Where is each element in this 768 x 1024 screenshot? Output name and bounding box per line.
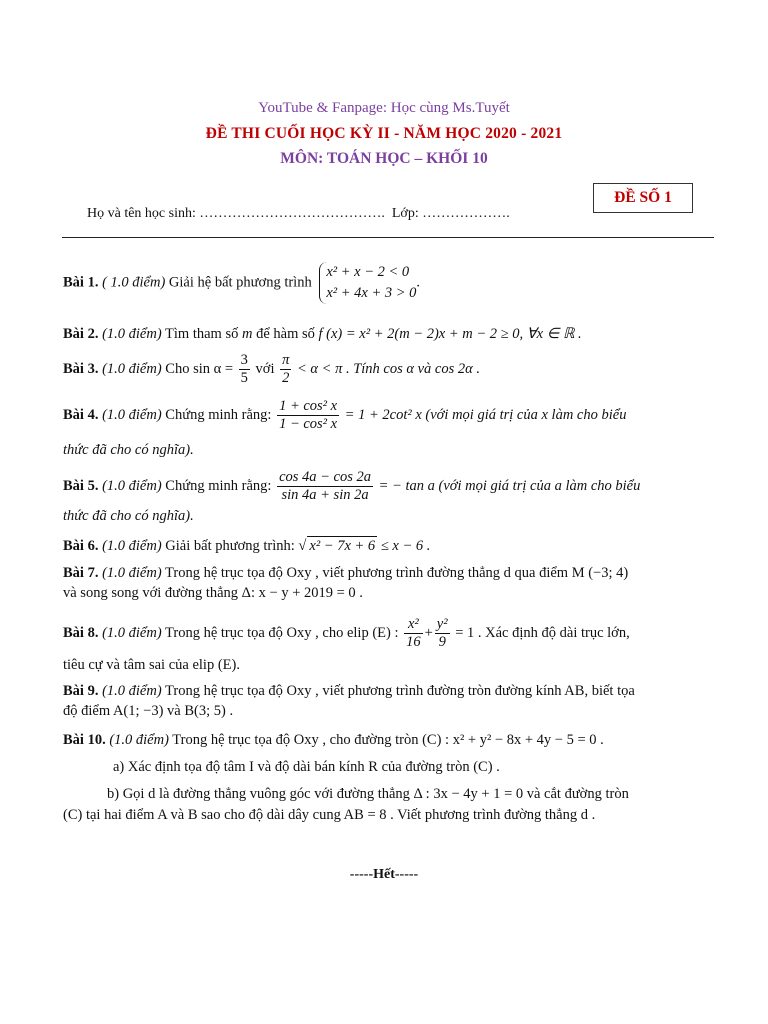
denominator: sin 4a + sin 2a <box>281 487 369 503</box>
numerator: y² <box>436 616 448 632</box>
numerator: x² <box>404 616 423 634</box>
equation-system <box>319 262 416 304</box>
problem-4-note-2: thức đã cho có nghĩa). <box>63 442 194 458</box>
note: (với mọi giá trị của a làm cho biểu <box>438 477 641 494</box>
rhs: = − tan a <box>378 477 435 494</box>
problem-5-note-2: thức đã cho có nghĩa). <box>63 508 194 524</box>
subject-title: MÔN: TOÁN HỌC – KHỐI 10 <box>280 150 488 167</box>
problem-text: Trong hệ trục tọa độ Oxy , viết phương trình đường thẳng d qua điểm M (−3; 4) <box>165 565 629 581</box>
problem-text: Chứng minh rằng: <box>165 477 272 494</box>
problem-label: Bài 7. <box>63 565 99 581</box>
param-m: m <box>241 326 253 342</box>
problem-3 <box>63 352 706 387</box>
problem-label: Bài 2. <box>63 326 99 342</box>
problem-text: Trong hệ trục tọa độ Oxy , cho đường tròn (C) : x² + y² − 8x + 4y − 5 = 0 . <box>172 732 604 748</box>
denominator: 1 − cos² x <box>279 416 338 432</box>
problem-label: Bài 10. <box>63 732 106 748</box>
denominator: 9 <box>438 634 446 650</box>
problem-points: (1.0 điểm) <box>102 360 162 377</box>
denominator: 2 <box>282 370 290 386</box>
problem-text-2: để hàm số <box>256 326 315 342</box>
problem-label: Bài 4. <box>63 406 99 423</box>
rhs: ≤ x − 6 . <box>380 538 431 554</box>
channel-banner: YouTube & Fanpage: Học cùng Ms.Tuyết <box>258 100 510 116</box>
problem-10-part-b: b) Gọi d là đường thẳng vuông góc với đường thẳng Δ : 3x − 4y + 1 = 0 và cắt đường tròn <box>107 786 629 802</box>
problem-text: Giải hệ bất phương trình <box>168 274 312 291</box>
numerator: 1 + cos² x <box>279 398 338 414</box>
problem-text-after: = 1 . Xác định độ dài trục lớn, <box>455 624 630 641</box>
problem-10-part-b-line-2: (C) tại hai điểm A và B sao cho độ dài dây cung AB = 8 . Viết phương trình đường thẳng d . <box>63 807 596 823</box>
numerator: 3 <box>240 352 248 368</box>
problem-text: Chứng minh rằng: <box>165 406 272 423</box>
header-divider <box>62 237 714 238</box>
problem-points: (1.0 điểm) <box>102 477 162 494</box>
fraction <box>404 616 423 651</box>
problem-8: Bài 8. (1.0 điểm) Trong hệ trục tọa độ Oxy , cho elip (E) : $\frac{\text{x²}}{16}$ + $\frac{\text{y²}}{9}$ = 1 . Xác định độ dài trục lớn, <box>63 616 630 650</box>
problem-points: (1.0 điểm) <box>109 732 169 748</box>
fraction <box>277 469 373 504</box>
radicand: x² − 7x + 6 <box>309 538 376 554</box>
note: (với mọi giá trị của x làm cho biểu <box>425 406 627 423</box>
problem-points: (1.0 điểm) <box>102 683 162 699</box>
problem-text: Tìm tham số <box>165 326 239 342</box>
exam-title: ĐỀ THI CUỐI HỌC KỲ II - NĂM HỌC 2020 - 2021 <box>205 125 563 142</box>
problem-label: Bài 8. <box>63 624 99 641</box>
fraction <box>435 616 450 651</box>
problem-label: Bài 9. <box>63 683 99 699</box>
numerator: π <box>282 352 290 368</box>
problem-label: Bài 1. <box>63 274 99 291</box>
problem-4 <box>63 398 706 433</box>
problem-9-line-2: độ điểm A(1; −3) và B(3; 5) . <box>63 703 234 719</box>
problem-end: . <box>416 274 421 291</box>
numerator: cos 4a − cos 2a <box>279 469 372 485</box>
problem-7-line-2: và song song với đường thẳng Δ: x − y + 2019 = 0 . <box>63 585 363 601</box>
problem-text: Giải bất phương trình: <box>165 538 295 554</box>
problem-points: (1.0 điểm) <box>102 624 162 641</box>
system-eq-2: x² + 4x + 3 > 0 <box>326 285 417 301</box>
fraction <box>277 398 339 433</box>
range-text: < α < π . Tính cos α và cos 2α . <box>297 360 480 377</box>
with-word: với <box>255 360 275 377</box>
sqrt-icon: √ <box>298 538 307 554</box>
problem-points: (1.0 điểm) <box>102 538 162 554</box>
student-info-line: Họ và tên học sinh: …………………………………. Lớp: ………………. <box>87 206 510 221</box>
formula: f (x) = x² + 2(m − 2)x + m − 2 ≥ 0, ∀x ∈ ℝ . <box>318 326 582 342</box>
exam-number-box: ĐỀ SỐ 1 <box>593 183 693 213</box>
problem-8-line-2: tiêu cự và tâm sai của elip (E). <box>63 657 240 673</box>
problem-5 <box>63 469 706 504</box>
problem-text: Trong hệ trục tọa độ Oxy , viết phương trình đường tròn đường kính AB, biết tọa <box>165 683 635 699</box>
problem-9 <box>63 682 706 700</box>
denominator: 5 <box>240 370 248 386</box>
problem-label: Bài 3. <box>63 360 99 377</box>
problem-points: (1.0 điểm) <box>102 565 162 581</box>
problem-7 <box>63 564 706 582</box>
rhs: = 1 + 2cot² x <box>344 406 422 423</box>
problem-label: Bài 5. <box>63 477 99 494</box>
problem-text: Trong hệ trục tọa độ Oxy , cho elip (E) : <box>165 624 399 641</box>
problem-10 <box>63 731 706 749</box>
denominator: 16 <box>406 634 421 650</box>
system-eq-1: x² + x − 2 < 0 <box>326 264 410 280</box>
problem-points: (1.0 điểm) <box>102 406 162 423</box>
problem-10-part-a: a) Xác định tọa độ tâm I và độ dài bán kính R của đường tròn (C) . <box>113 759 500 775</box>
end-marker: -----Hết----- <box>349 867 419 882</box>
problem-2 <box>63 325 706 343</box>
fraction <box>280 352 291 387</box>
problem-points: ( 1.0 điểm) <box>102 274 166 291</box>
problem-1 <box>63 262 706 304</box>
fraction <box>239 352 250 387</box>
problem-points: (1.0 điểm) <box>102 326 162 342</box>
problem-6 <box>63 536 706 555</box>
problem-text: Cho sin α = <box>165 360 234 377</box>
problem-label: Bài 6. <box>63 538 99 554</box>
